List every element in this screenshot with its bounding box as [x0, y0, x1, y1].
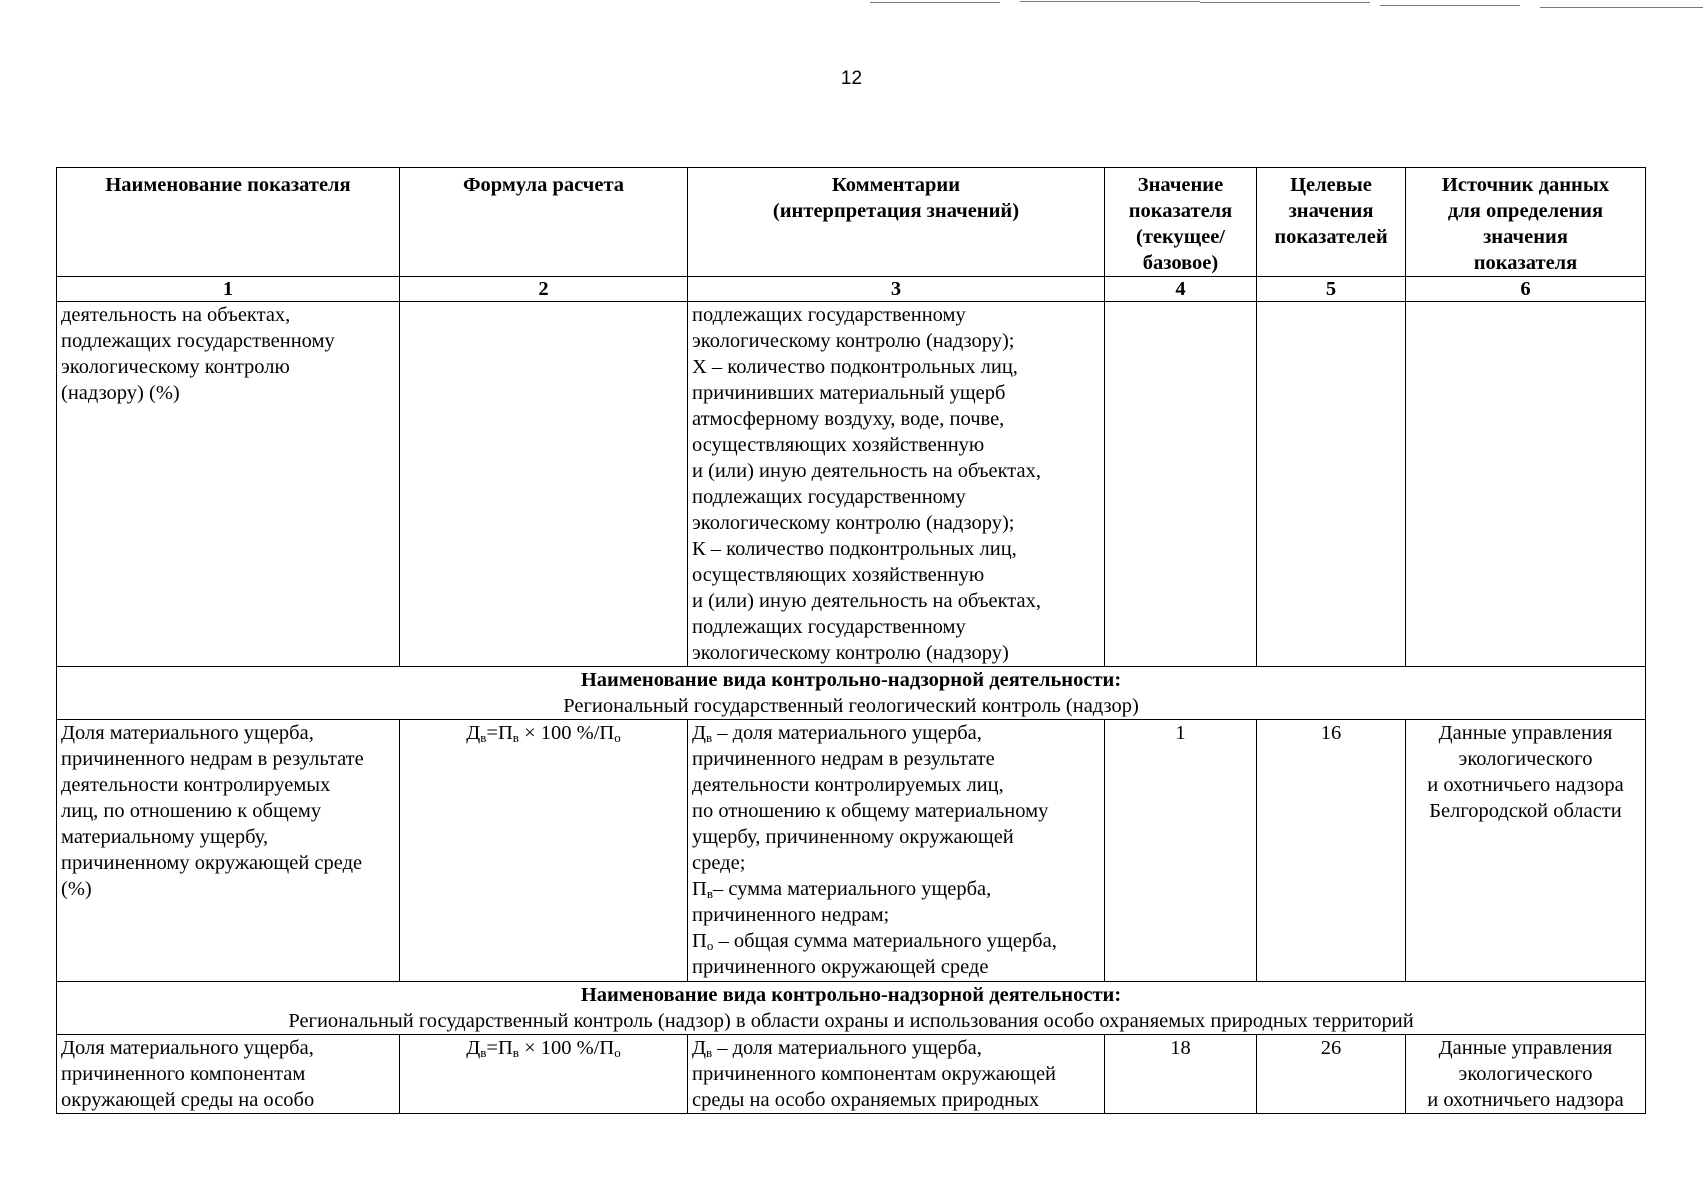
indicator-name-cell: Доля материального ущерба, причиненного недрам в результате деятельности контролируемых лиц, по отношению к общему материальному ущербу, причиненному окружающей среде (%)	[57, 720, 400, 982]
section-header	[57, 982, 1646, 1035]
section-header-row	[57, 982, 1646, 1035]
section-title: Наименование вида контрольно-надзорной деятельности:	[580, 984, 1122, 1006]
target-cell: 26	[1257, 1035, 1406, 1114]
column-number: 4	[1105, 277, 1257, 302]
formula-cell	[400, 1035, 688, 1114]
column-number: 5	[1257, 277, 1406, 302]
formula: $Д_в=П_в \times 100$ $\%/П_о$	[466, 1037, 621, 1060]
comments-cell: подлежащих государственному экологическому контролю (надзору); X – количество подконтрольных лиц, причинивших материальный ущерб атмосферному воздуху, воде, почве, осуществляющих хозяйственную и (или) иную деятельность на объектах, подлежащих государственному экологическому контролю (надзору); К – количество подконтрольных лиц, осуществляющих хозяйственную и (или) иную деятельность на объектах, подлежащих государственному экологическому контролю (надзору)	[688, 302, 1105, 667]
table-row	[57, 1035, 1646, 1114]
value-cell: 18	[1105, 1035, 1257, 1114]
source-cell: Данные управления экологического и охотничьего надзора Белгородской области	[1406, 720, 1646, 982]
section-subtitle: Региональный государственный геологический контроль (надзор)	[563, 695, 1139, 717]
section-header	[57, 667, 1646, 720]
column-number: 2	[400, 277, 688, 302]
value-cell	[1105, 302, 1257, 667]
formula: $Д_в=П_в \times 100$ $\%/П_о$	[466, 722, 621, 745]
indicator-name-cell: Доля материального ущерба, причиненного компонентам окружающей среды на особо	[57, 1035, 400, 1114]
comments-cell: $Д_в$ – доля материального ущерба, причиненного компонентам окружающей среды на особо охраняемых природных	[688, 1035, 1105, 1114]
indicator-name-cell: деятельность на объектах, подлежащих государственному экологическому контролю (надзору) (%)	[57, 302, 400, 667]
comments-cell: $Д_в$ – доля материального ущерба, причиненного недрам в результате деятельности контролируемых лиц, по отношению к общему материальному ущербу, причиненному окружающей среде; $П_в-$ сумма материального ущерба, причиненного недрам; $П_о$ – общая сумма материального ущерба, причиненного окружающей среде	[688, 720, 1105, 982]
header-data-source: Источник данных для определения значения показателя	[1406, 168, 1646, 277]
header-indicator-name: Наименование показателя	[57, 168, 400, 277]
section-title: Наименование вида контрольно-надзорной деятельности:	[580, 669, 1122, 691]
column-number: 6	[1406, 277, 1646, 302]
target-cell	[1257, 302, 1406, 667]
header-row	[57, 168, 1646, 277]
table-row	[57, 302, 1646, 667]
scan-artifact-lines	[0, 0, 1703, 12]
section-subtitle: Региональный государственный контроль (надзор) в области охраны и использования особо охраняемых природных территорий	[288, 1010, 1414, 1032]
column-number: 3	[688, 277, 1105, 302]
section-header-row	[57, 667, 1646, 720]
source-cell: Данные управления экологического и охотничьего надзора	[1406, 1035, 1646, 1114]
header-formula: Формула расчета	[400, 168, 688, 277]
indicators-table	[56, 167, 1646, 1114]
formula-cell	[400, 302, 688, 667]
header-target-values: Целевые значения показателей	[1257, 168, 1406, 277]
source-cell	[1406, 302, 1646, 667]
table-row	[57, 720, 1646, 982]
target-cell: 16	[1257, 720, 1406, 982]
column-number: 1	[57, 277, 400, 302]
column-number-row	[57, 277, 1646, 302]
header-current-value: Значение показателя (текущее/ базовое)	[1105, 168, 1257, 277]
page-number: 12	[840, 68, 863, 89]
header-comments: Комментарии (интерпретация значений)	[688, 168, 1105, 277]
value-cell: 1	[1105, 720, 1257, 982]
formula-cell	[400, 720, 688, 982]
